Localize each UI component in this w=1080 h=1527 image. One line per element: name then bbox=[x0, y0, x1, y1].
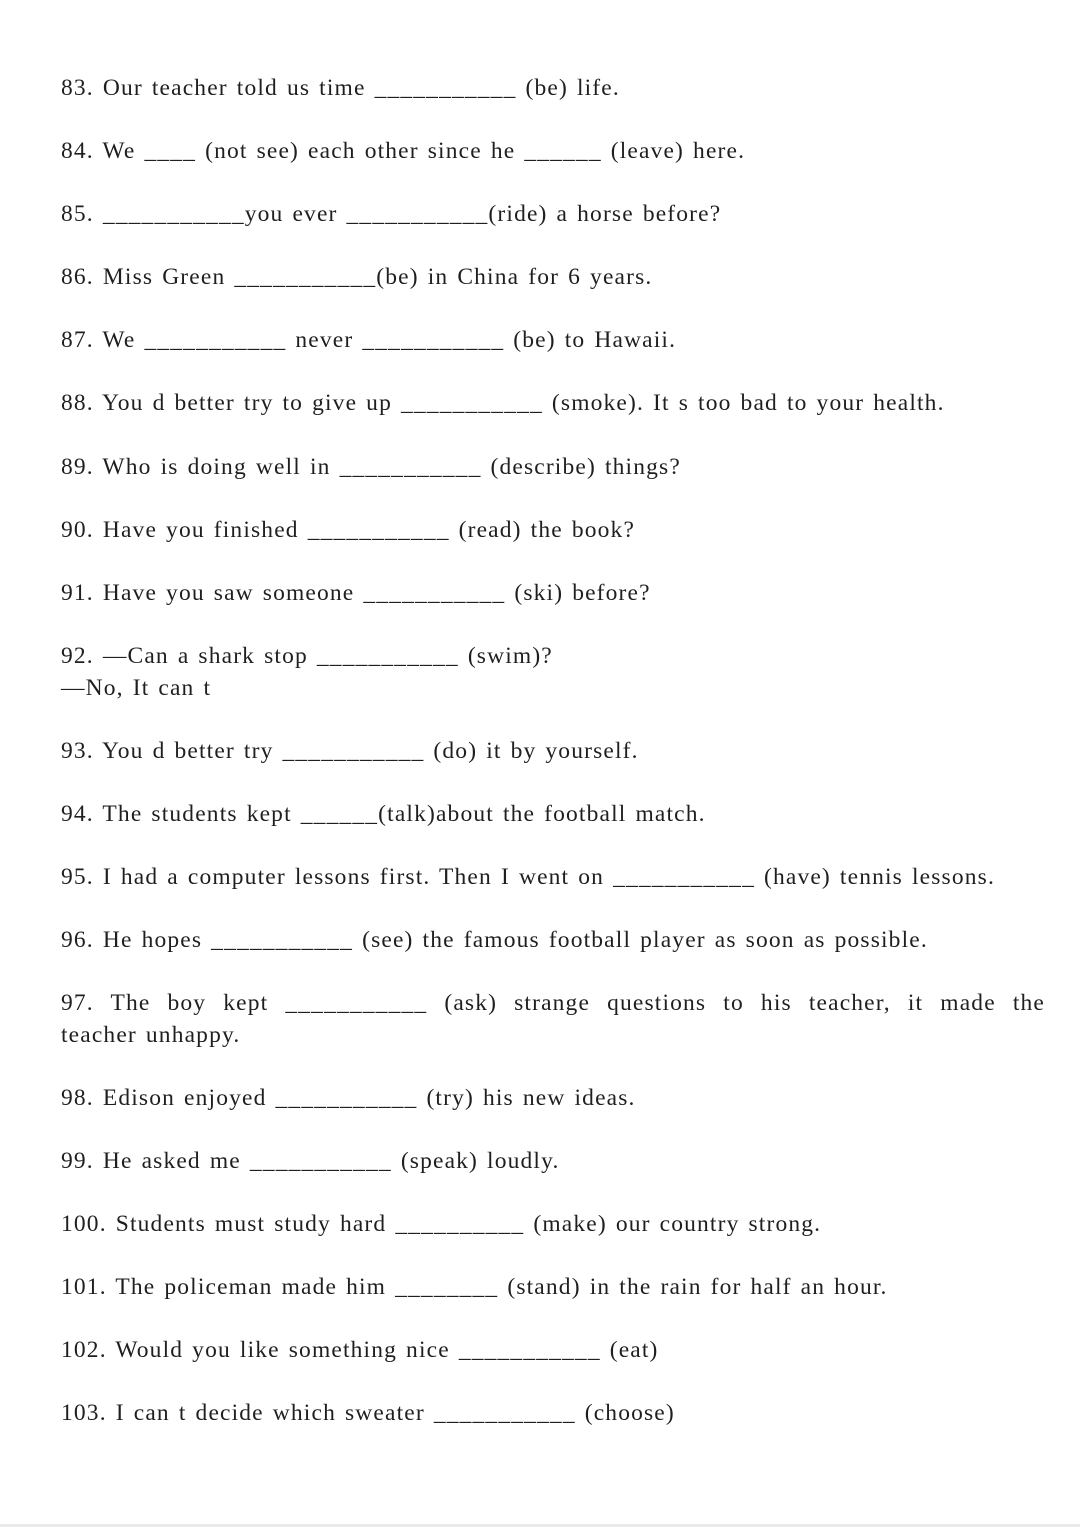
question-100: 100. Students must study hard __________ (make) our country strong. bbox=[61, 1211, 822, 1237]
question-83: 83. Our teacher told us time ___________ (be) life. bbox=[61, 75, 620, 101]
question-93: 93. You d better try ___________ (do) it by yourself. bbox=[61, 738, 639, 764]
question-88: 88. You d better try to give up ___________ (smoke). It s too bad to your health. bbox=[61, 390, 945, 416]
question-89: 89. Who is doing well in ___________ (describe) things? bbox=[61, 454, 681, 480]
question-102: 102. Would you like something nice ___________ (eat) bbox=[61, 1337, 659, 1363]
question-92: 92. —Can a shark stop ___________ (swim)? bbox=[61, 643, 553, 669]
question-92-answer: —No, It can t bbox=[61, 675, 212, 701]
question-97-continued: teacher unhappy. bbox=[61, 1022, 241, 1048]
question-87: 87. We ___________ never ___________ (be) to Hawaii. bbox=[61, 327, 677, 353]
question-101: 101. The policeman made him ________ (stand) in the rain for half an hour. bbox=[61, 1274, 888, 1300]
question-85: 85. ___________you ever ___________(ride) a horse before? bbox=[61, 201, 722, 227]
question-103: 103. I can t decide which sweater ___________ (choose) bbox=[61, 1400, 675, 1426]
question-94: 94. The students kept ______(talk)about the football match. bbox=[61, 801, 706, 827]
question-84: 84. We ____ (not see) each other since he ______ (leave) here. bbox=[61, 138, 746, 164]
question-97: 97. The boy kept ___________ (ask) strange questions to his teacher, it made the bbox=[61, 990, 1045, 1016]
question-95: 95. I had a computer lessons first. Then I went on ___________ (have) tennis lessons. bbox=[61, 864, 995, 890]
question-99: 99. He asked me ___________ (speak) loudly. bbox=[61, 1148, 560, 1174]
question-98: 98. Edison enjoyed ___________ (try) his new ideas. bbox=[61, 1085, 636, 1111]
question-86: 86. Miss Green ___________(be) in China for 6 years. bbox=[61, 264, 653, 290]
question-96: 96. He hopes ___________ (see) the famous football player as soon as possible. bbox=[61, 927, 928, 953]
question-91: 91. Have you saw someone ___________ (ski) before? bbox=[61, 580, 651, 606]
question-90: 90. Have you finished ___________ (read) the book? bbox=[61, 517, 636, 543]
